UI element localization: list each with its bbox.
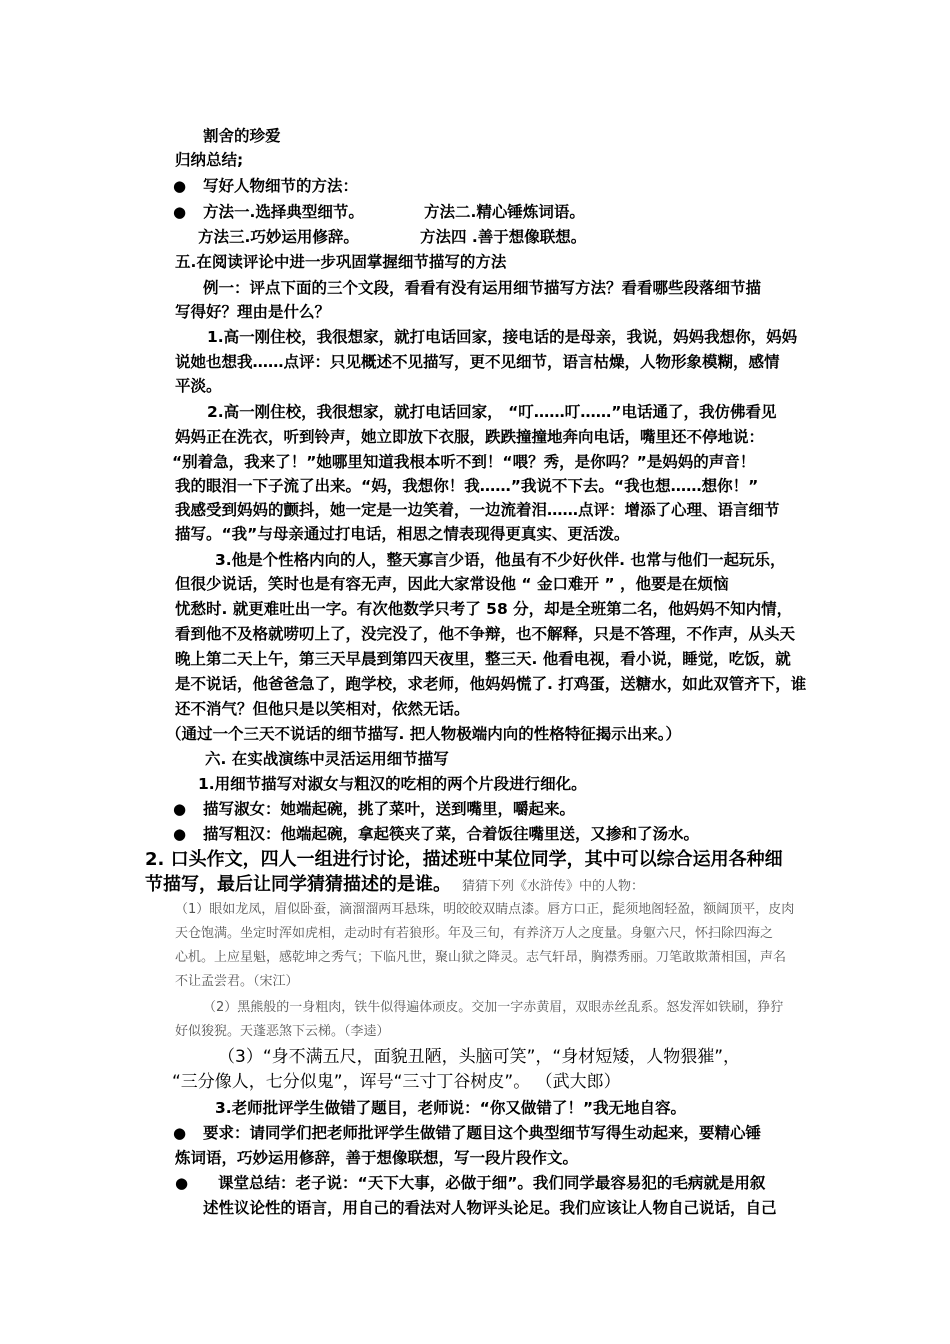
text-line: 还不消气？但他只是以笑相对，依然无话。 — [175, 700, 470, 718]
bullet-icon: ● — [173, 800, 187, 818]
text-span: 节描写，最后让同学猜猜描述的是谁。 — [145, 874, 451, 895]
text-line: 述性议论性的语言，用自己的看法对人物评头论足。我们应该让人物自己说话，自己 — [203, 1199, 777, 1217]
text-line: “别着急，我来了！”她哪里知道我根本听不到！“喂？秀，是你吗？”是妈妈的声音！ — [172, 453, 756, 471]
text-line: 归纳总结; — [175, 151, 244, 169]
text-line: 忧愁时. 就更难吐出一字。有次他数学只考了 58 分，却是全班第二名，他妈妈不知内情， — [175, 600, 793, 618]
quote-line: （3）“身不满五尺，面貌丑陋，头脑可笑”，“身材短矮，人物猥獕”， — [218, 1047, 741, 1067]
text-line: 1.高一刚住校，我很想家，就打电话回家，接电话的是母亲，我说，妈妈我想你，妈妈 — [207, 328, 798, 346]
text-line: 说她也想我……点评：只见概述不见描写，更不见细节，语言枯燥，人物形象模糊，感情 — [175, 353, 780, 371]
text-line: 方法三.巧妙运用修辞。 — [198, 228, 359, 246]
text-line: 2. 口头作文，四人一组进行讨论，描述班中某位同学，其中可以综合运用各种细 — [145, 849, 783, 870]
section-heading: 五.在阅读评论中进一步巩固掌握细节描写的方法 — [175, 253, 507, 271]
text-line: 割舍的珍爱 — [203, 127, 281, 145]
text-line: 描写淑女：她端起碗，挑了菜叶，送到嘴里，嚼起来。 — [203, 800, 576, 818]
quote-line: （1）眼如龙凤，眉似卧蚕，滴溜溜两耳悬珠，明皎皎双睛点漆。唇方口正，髭须地阁轻盈，额阔顶平，皮肉 — [175, 902, 795, 917]
text-line: 3.他是个性格内向的人，整天寡言少语，他虽有不少好伙伴. 也常与他们一起玩乐， — [215, 551, 786, 569]
text-line: 我感受到妈妈的颤抖，她一定是一边笑着，一边流着泪……点评：增添了心理、语言细节 — [175, 501, 780, 519]
text-line — [145, 873, 644, 899]
text-line: 1.用细节描写对淑女与粗汉的吃相的两个片段进行细化。 — [198, 775, 587, 793]
text-line: 写好人物细节的方法： — [203, 177, 359, 195]
quote-line: 好似狻猊。天蓬恶煞下云梯。（李逵） — [175, 1024, 390, 1039]
text-line: 平淡。 — [175, 377, 222, 395]
text-line: 是不说话，他爸爸急了，跑学校，求老师，他妈妈慌了. 打鸡蛋，送糖水，如此双管齐下，谁 — [175, 675, 807, 693]
text-line: 炼词语，巧妙运用修辞，善于想像联想，写一段片段作文。 — [175, 1149, 579, 1167]
quote-line: “三分像人，七分似鬼”，诨号“三寸丁谷树皮”。 （武大郎） — [172, 1072, 621, 1092]
section-heading: 六. 在实战演练中灵活运用细节描写 — [205, 750, 449, 768]
bullet-icon: ● — [173, 825, 187, 843]
text-line: 描写粗汉：他端起碗，拿起筷夹了菜，合着饭往嘴里送，又掺和了汤水。 — [203, 825, 700, 843]
text-line: 3.老师批评学生做错了题目，老师说：“你又做错了！”我无地自容。 — [215, 1099, 687, 1117]
quote-line: 天仓饱满。坐定时浑如虎相，走动时有若狼形。年及三旬，有养济万人之度量。身躯六尺，怀扫除四海之 — [175, 926, 774, 941]
bullet-icon: ● — [173, 203, 187, 221]
text-line: 看到他不及格就唠叨上了，没完没了，他不争辩，也不解释，只是不答理，不作声，从头天 — [175, 625, 796, 643]
text-line: 要求：请同学们把老师批评学生做错了题目这个典型细节写得生动起来，要精心锤 — [203, 1124, 762, 1142]
text-line: 晚上第二天上午，第三天早晨到第四天夜里，整三天. 他看电视，看小说，睡觉，吃饭，就 — [175, 650, 791, 668]
text-line: 方法一.选择典型细节。 — [203, 203, 364, 221]
text-line: 例一：评点下面的三个文段，看看有没有运用细节描写方法？看看哪些段落细节描 — [203, 279, 762, 297]
text-line: 但很少说话，笑时也是有容无声，因此大家常设他 “ 金口难开 ” ，他要是在烦恼 — [175, 575, 729, 593]
text-line: 2.高一刚住校，我很想家，就打电话回家， “叮……叮……”电话通了，我仿佛看见 — [207, 403, 777, 421]
quote-line: （2）黑熊般的一身粗肉，铁牛似得遍体顽皮。交加一字赤黄眉，双眼赤丝乱系。怒发浑如铁刷，狰狞 — [203, 1000, 784, 1015]
text-line: （通过一个三天不说话的细节描写. 把人物极端内向的性格特征揭示出来。） — [166, 725, 682, 743]
text-span: 猜猜下列《水浒传》中的人物： — [461, 879, 644, 894]
text-line: 课堂总结：老子说：“天下大事，必做于细”。我们同学最容易犯的毛病就是用叙 — [218, 1174, 766, 1192]
quote-line: 不让孟尝君。（宋江） — [175, 974, 299, 989]
text-line: 方法四 .善于想像联想。 — [420, 228, 587, 246]
quote-line: 心机。上应星魁，感乾坤之秀气；下临凡世，聚山狱之降灵。志气轩昂，胸襟秀丽。刀笔敢欺萧相国，声名 — [175, 950, 787, 965]
text-line: 我的眼泪一下子流了出来。“妈，我想你！我……”我说不下去。“我也想……想你！” — [175, 477, 759, 495]
text-line: 写得好？理由是什么？ — [175, 303, 331, 321]
text-line: 描写。“我”与母亲通过打电话，相思之情表现得更真实、更活泼。 — [175, 525, 630, 543]
text-line: 方法二.精心锤炼词语。 — [424, 203, 585, 221]
text-line: 妈妈正在洗衣，听到铃声，她立即放下衣服，跌跌撞撞地奔向电话，嘴里还不停地说： — [175, 428, 765, 446]
bullet-icon: ● — [173, 177, 187, 195]
bullet-icon: ● — [173, 1124, 187, 1142]
bullet-icon: ● — [175, 1174, 189, 1192]
